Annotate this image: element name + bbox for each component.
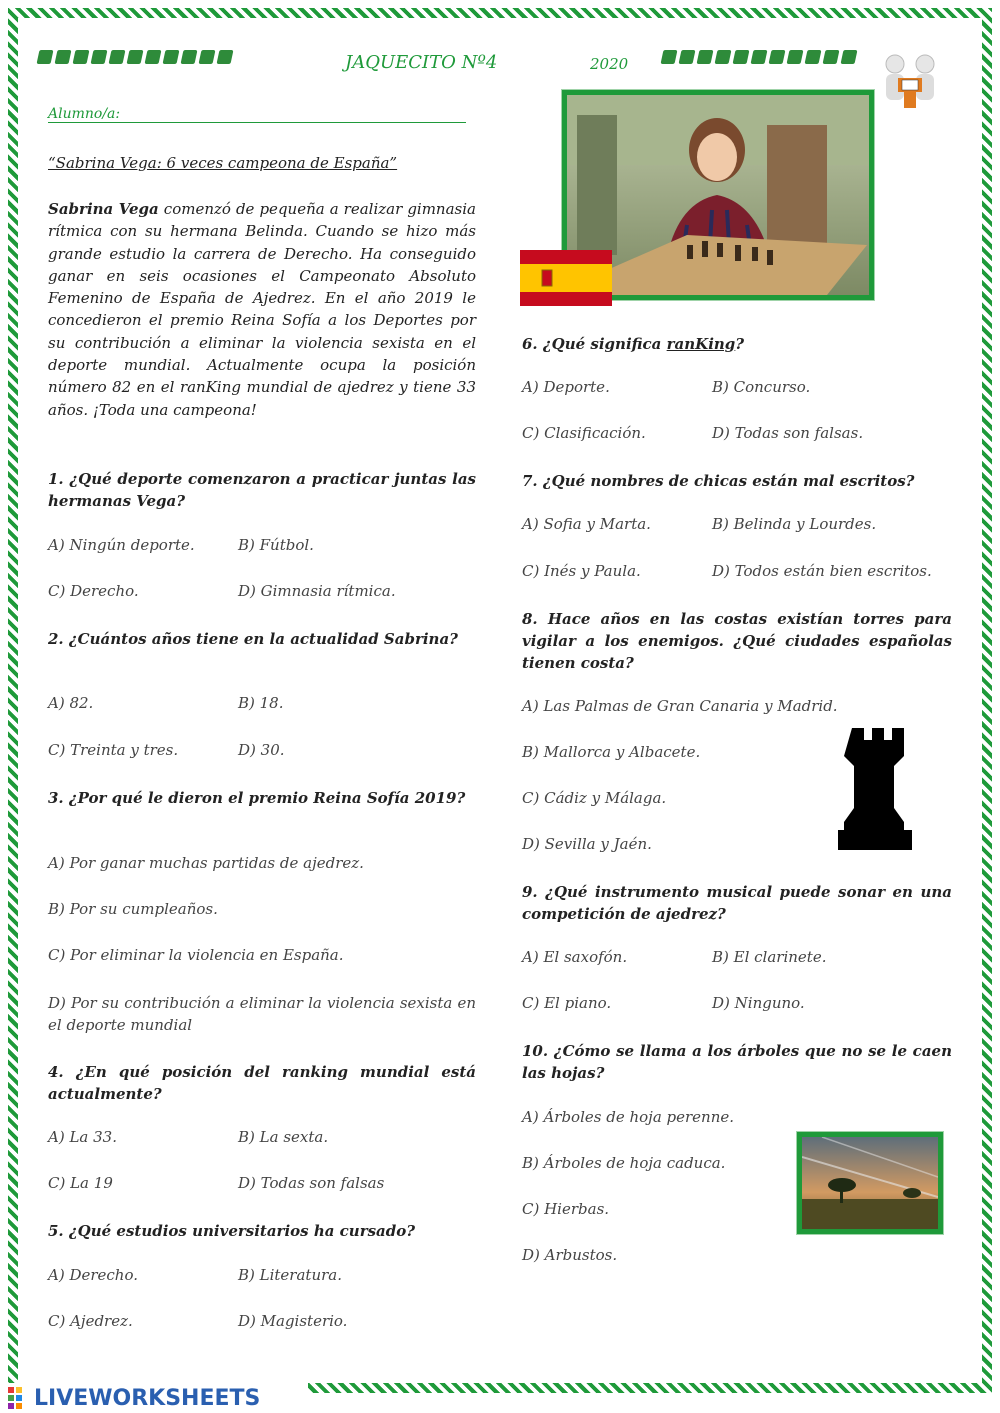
page-year: 2020: [590, 55, 629, 73]
q4-option-a[interactable]: A) La 33.: [48, 1128, 117, 1146]
q7-option-c[interactable]: C) Inés y Paula.: [522, 562, 641, 580]
article-text: comenzó de pequeña a realizar gimnasia rítmica con su hermana Belinda. Cuando se hizo más grande estudio la carrera de Derecho. Ha conseguido ganar en seis ocasiones el Campeonato Absoluto Femenino de España de Ajedrez. En el año 2019 le concedieron el premio Reina Sofía a los Deportes por su contribución a eliminar la violencia sexista en el deporte mundial. Actualmente ocupa la posición número 82 en el ranKing mundial de ajedrez y tiene 33 años. ¡Toda una campeona!: [48, 200, 476, 419]
q9-option-a[interactable]: A) El saxofón.: [522, 948, 628, 966]
chess-players-figure-icon: [880, 52, 940, 114]
q7-option-a[interactable]: A) Sofia y Marta.: [522, 515, 651, 533]
q5-option-c[interactable]: C) Ajedrez.: [48, 1312, 133, 1330]
q1-option-a[interactable]: A) Ningún deporte.: [48, 536, 195, 554]
trees-landscape-photo: [797, 1132, 943, 1234]
q8-option-c[interactable]: C) Cádiz y Málaga.: [522, 789, 667, 807]
article-paragraph: [48, 198, 476, 421]
q6-option-d[interactable]: D) Todas son falsas.: [712, 424, 864, 442]
question-5: 5. ¿Qué estudios universitarios ha cursado?: [48, 1222, 416, 1240]
q10-option-d[interactable]: D) Arbustos.: [522, 1246, 618, 1264]
question-10: 10. ¿Cómo se llama a los árboles que no se le caen las hojas?: [522, 1042, 952, 1082]
q2-option-b[interactable]: B) 18.: [238, 694, 284, 712]
spain-flag-icon: [520, 250, 612, 306]
q1-option-d[interactable]: D) Gimnasia rítmica.: [238, 582, 396, 600]
question-6: 6. ¿Qué significa ranKing?: [522, 335, 745, 353]
q3-option-c[interactable]: C) Por eliminar la violencia en España.: [48, 946, 344, 964]
q3-option-a[interactable]: A) Por ganar muchas partidas de ajedrez.: [48, 854, 364, 872]
q2-option-a[interactable]: A) 82.: [48, 694, 94, 712]
q5-option-a[interactable]: A) Derecho.: [48, 1266, 138, 1284]
q5-option-d[interactable]: D) Magisterio.: [238, 1312, 348, 1330]
page-title: JAQUECITO Nº4: [345, 52, 498, 73]
q1-option-b[interactable]: B) Fútbol.: [238, 536, 314, 554]
question-4: 4. ¿En qué posición del ranking mundial está actualmente?: [48, 1063, 476, 1103]
q4-option-b[interactable]: B) La sexta.: [238, 1128, 329, 1146]
question-3: 3. ¿Por qué le dieron el premio Reina Sofía 2019?: [48, 789, 466, 807]
student-name-field[interactable]: Alumno/a:: [48, 106, 466, 123]
q4-option-d[interactable]: D) Todas son falsas: [238, 1174, 385, 1192]
question-7: 7. ¿Qué nombres de chicas están mal escritos?: [522, 472, 915, 490]
q8-option-a[interactable]: A) Las Palmas de Gran Canaria y Madrid.: [522, 697, 838, 715]
q4-option-c[interactable]: C) La 19: [48, 1174, 113, 1192]
article-name: Sabrina Vega: [48, 200, 159, 218]
question-8: 8. Hace años en las costas existían torres para vigilar a los enemigos. ¿Qué ciudades españolas tienen costa?: [522, 610, 952, 672]
q7-option-d[interactable]: D) Todos están bien escritos.: [712, 562, 932, 580]
q6-option-b[interactable]: B) Concurso.: [712, 378, 811, 396]
q6-option-c[interactable]: C) Clasificación.: [522, 424, 646, 442]
chess-pieces-strip-right: [662, 50, 856, 68]
q6-option-a[interactable]: A) Deporte.: [522, 378, 610, 396]
q7-option-b[interactable]: B) Belinda y Lourdes.: [712, 515, 877, 533]
q2-option-c[interactable]: C) Treinta y tres.: [48, 741, 179, 759]
q9-option-d[interactable]: D) Ninguno.: [712, 994, 805, 1012]
liveworksheets-logo: LIVEWORKSHEETS: [8, 1383, 308, 1413]
q8-option-d[interactable]: D) Sevilla y Jaén.: [522, 835, 652, 853]
q10-option-b[interactable]: B) Árboles de hoja caduca.: [522, 1154, 726, 1172]
q9-option-c[interactable]: C) El piano.: [522, 994, 612, 1012]
q2-option-d[interactable]: D) 30.: [238, 741, 285, 759]
q1-option-c[interactable]: C) Derecho.: [48, 582, 139, 600]
q9-option-b[interactable]: B) El clarinete.: [712, 948, 827, 966]
question-2: 2. ¿Cuántos años tiene en la actualidad Sabrina?: [48, 630, 458, 648]
q10-option-a[interactable]: A) Árboles de hoja perenne.: [522, 1108, 735, 1126]
question-9: 9. ¿Qué instrumento musical puede sonar en una competición de ajedrez?: [522, 883, 952, 923]
q3-option-d[interactable]: D) Por su contribución a eliminar la violencia sexista en el deporte mundial: [48, 994, 476, 1034]
q3-option-b[interactable]: B) Por su cumpleaños.: [48, 900, 218, 918]
q8-option-b[interactable]: B) Mallorca y Albacete.: [522, 743, 701, 761]
question-1: 1. ¿Qué deporte comenzaron a practicar juntas las hermanas Vega?: [48, 470, 476, 510]
q5-option-b[interactable]: B) Literatura.: [238, 1266, 342, 1284]
q10-option-c[interactable]: C) Hierbas.: [522, 1200, 610, 1218]
article-title: “Sabrina Vega: 6 veces campeona de España”: [48, 154, 398, 172]
chess-pieces-strip-left: [38, 50, 232, 68]
chess-rook-icon: [838, 728, 918, 850]
liveworksheets-logo-icon: [8, 1387, 30, 1409]
